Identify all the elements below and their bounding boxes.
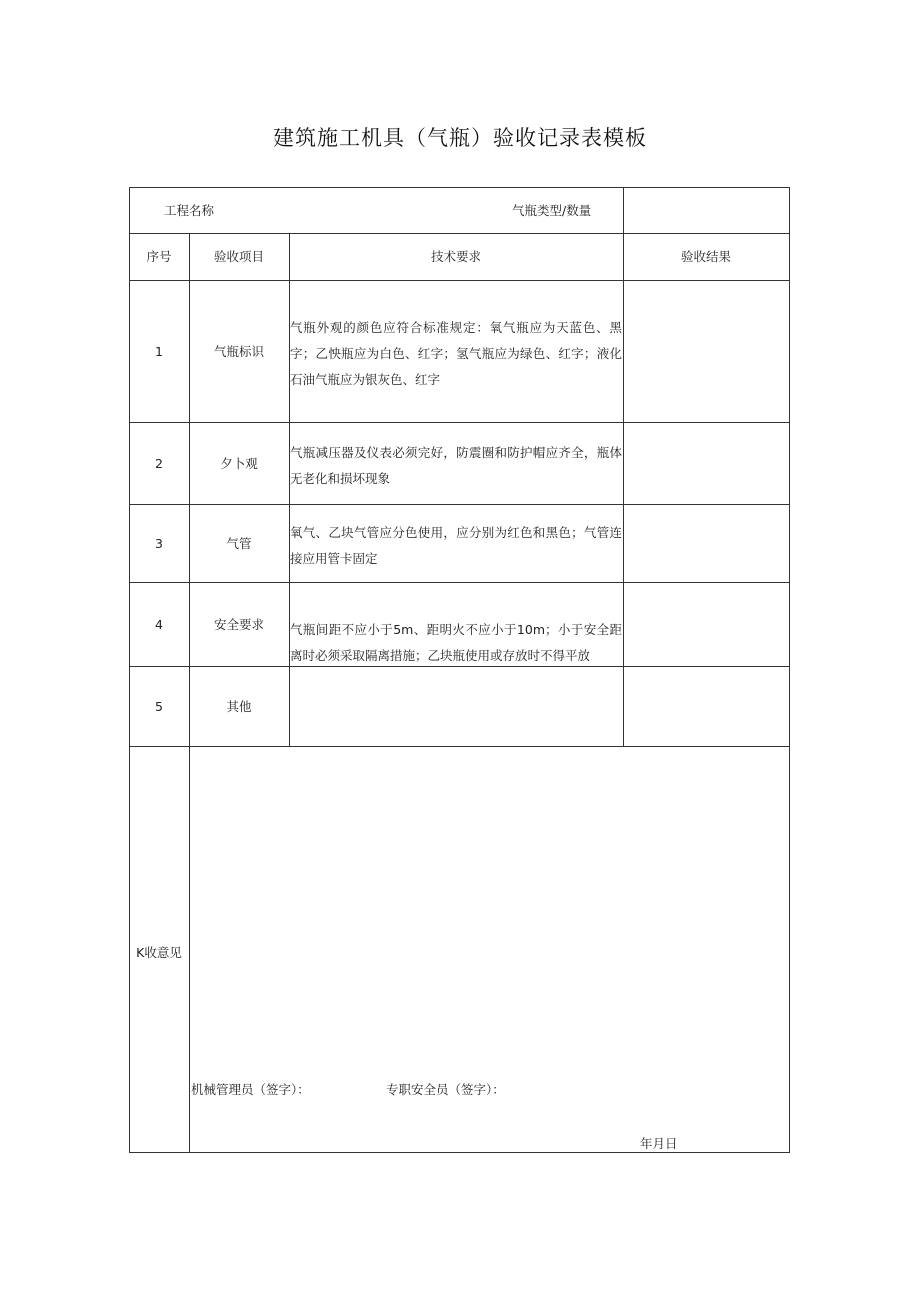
opinion-label: K收意见 — [136, 945, 182, 960]
table-row-no: 1 — [155, 344, 163, 359]
table-row-no: 5 — [155, 699, 163, 714]
table-rule — [129, 746, 790, 747]
machine-manager-signature: 机械管理员（签字）： — [191, 1082, 310, 1097]
date-label: 年月日 — [640, 1136, 678, 1151]
table-row-requirement: 氧气、乙块气管应分色使用，应分别为红色和黑色；气管连接应用管卡固定 — [290, 525, 622, 566]
table-border-bottom — [129, 1152, 790, 1153]
project-name-label: 工程名称 — [164, 203, 215, 218]
table-rule — [129, 504, 790, 505]
cylinder-type-label: 气瓶类型/数量 — [512, 203, 592, 218]
table-border-right — [789, 187, 790, 1153]
table-border-top — [129, 187, 790, 188]
table-row-requirement: 气瓶减压器及仪表必须完好，防震圈和防护帽应齐全，瓶体无老化和损坏现象 — [290, 445, 622, 486]
safety-officer-signature: 专职安全员（签字）： — [386, 1082, 505, 1097]
table-rule — [129, 422, 790, 423]
table-row-item: 夕卜观 — [220, 456, 258, 471]
table-border-left — [129, 187, 130, 1153]
table-rule — [129, 582, 790, 583]
table-row-requirement: 气瓶外观的颜色应符合标准规定：氧气瓶应为天蓝色、黑字；乙怏瓶应为白色、红字；氢气瓶应为绿色、红字；液化石油气瓶应为银灰色、红字 — [290, 320, 622, 387]
table-rule — [129, 280, 790, 281]
table-row-item: 安全要求 — [213, 617, 264, 632]
page-title: 建筑施工机具（气瓶）验收记录表模板 — [273, 126, 647, 150]
column-header-requirement: 技术要求 — [430, 249, 481, 264]
table-row-requirement: 气瓶间距不应小于5m、距明火不应小于10m；小于安全距离时必须采取隔离措施；乙块瓶使用或存放时不得平放 — [290, 622, 622, 663]
column-header-no: 序号 — [146, 249, 172, 264]
table-row-item: 气管 — [226, 536, 252, 551]
table-row-item: 其他 — [226, 699, 252, 714]
table-row-item: 气瓶标识 — [213, 344, 264, 359]
table-row-no: 2 — [155, 456, 163, 471]
table-rule — [129, 233, 790, 234]
table-rule — [189, 233, 190, 1153]
table-rule — [623, 187, 624, 747]
column-header-item: 验收项目 — [213, 249, 264, 264]
table-row-no: 4 — [155, 617, 163, 632]
table-row-no: 3 — [155, 536, 163, 551]
column-header-result: 验收结果 — [680, 249, 731, 264]
